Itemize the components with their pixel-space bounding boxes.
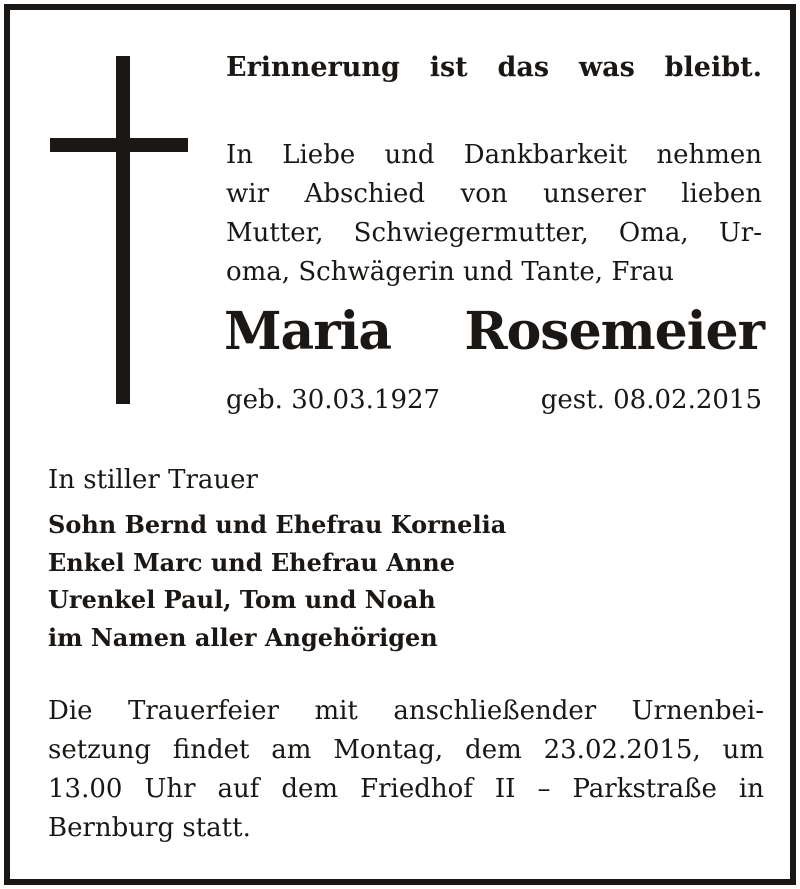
intro-line: Mutter, Schwiegermutter, Oma, Ur- (226, 218, 762, 248)
ceremony-line: Bernburg statt. (48, 813, 251, 843)
death-date: gest. 08.02.2015 (540, 385, 762, 415)
ceremony-line: Die Trauerfeier mit anschließender Urnenbei- (48, 696, 764, 726)
deceased-name: Maria Rosemeier (224, 301, 764, 362)
cross-horizontal-bar (50, 138, 188, 152)
mourner-line: Sohn Bernd und Ehefrau Kornelia (48, 510, 507, 539)
mourner-line: Enkel Marc und Ehefrau Anne (48, 547, 456, 577)
ceremony-line: setzung findet am Montag, dem 23.02.2015, um (48, 735, 764, 765)
mourner-line: im Namen aller Angehörigen (48, 622, 438, 652)
mourners-list (48, 506, 748, 656)
mourner-line: Urenkel Paul, Tom und Noah (48, 585, 436, 614)
life-dates (226, 380, 762, 420)
birth-date: geb. 30.03.1927 (226, 385, 441, 415)
motto-heading: Erinnerung ist das was bleibt. (226, 52, 762, 83)
intro-text (226, 136, 762, 292)
intro-line: oma, Schwägerin und Tante, Frau (226, 257, 675, 287)
ceremony-line: 13.00 Uhr auf dem Friedhof II – Parkstraße in (48, 774, 764, 804)
mourning-label: In stiller Trauer (48, 465, 258, 495)
obituary-frame (4, 4, 796, 885)
intro-line: wir Abschied von unserer lieben (226, 179, 762, 209)
ceremony-details (48, 692, 764, 848)
intro-line: In Liebe und Dankbarkeit nehmen (226, 140, 762, 170)
cross-vertical-bar (116, 56, 130, 404)
